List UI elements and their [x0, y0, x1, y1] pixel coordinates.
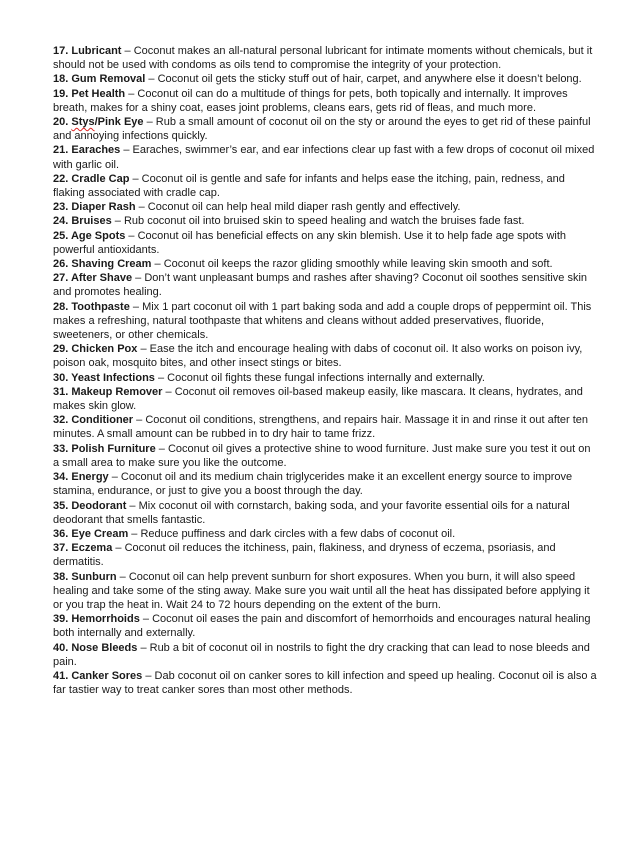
entry-term: 22. Cradle Cap — [53, 172, 130, 185]
entry-30: 30. Yeast Infections – Coconut oil fights these fungal infections internally and externally. — [53, 371, 485, 384]
entry-28: 28. Toothpaste – Mix 1 part coconut oil with 1 part baking soda and add a couple drops of peppermint oil. This makes a refreshing, natural toothpaste that whitens and cleans without added preservatives, fluoride, sweeteners, or other chemicals. — [53, 300, 592, 342]
entry-text: Coconut oil can do a multitude of things for pets, both topically and internally. It improves breath, makes for a shiny coat, eases joint problems, cleans ears, gets rid of fleas, and much more. — [53, 87, 568, 114]
entry-text: Rub coconut oil into bruised skin to speed healing and watch the bruises fade fast. — [123, 215, 525, 228]
entry-text: Coconut oil and its medium chain triglycerides make it an excellent energy source to improve stamina, endurance, or just to give you a boost through the day. — [53, 471, 573, 498]
entry-41: 41. Canker Sores – Dab coconut oil on canker sores to kill infection and speed up healing. Coconut oil is also a far tastier way to treat canker sores than most other methods. — [53, 669, 597, 697]
entry-text: Don’t want unpleasant bumps and rashes after shaving? Coconut oil soothes sensitive skin and promotes healing. — [53, 272, 588, 299]
entry-text: Coconut oil conditions, strengthens, and repairs hair. Massage it in and rinse it out after ten minutes. A small amount can be rubbed in to dry hair to tame frizz. — [53, 414, 589, 441]
entry-term: 24. Bruises — [53, 215, 112, 228]
entry-32: 32. Conditioner – Coconut oil conditions, strengthens, and repairs hair. Massage it in and rinse it out after ten minutes. A small amount can be rubbed in to dry hair to tame frizz. — [53, 414, 589, 441]
entry-22: 22. Cradle Cap – Coconut oil is gentle and safe for infants and helps ease the itching, pain, redness, and flaking associated with cradle cap. — [53, 172, 565, 200]
entry-text: Coconut makes an all-natural personal lubricant for intimate moments without chemicals, but it should not be used with condoms as oils tend to compromise the integrity of your protection. — [53, 45, 593, 72]
entry-term: 25. Age Spots — [53, 229, 126, 242]
entry-19: 19. Pet Health – Coconut oil can do a multitude of things for pets, both topically and internally. It improves breath, makes for a shiny coat, eases joint problems, cleans ears, gets rid of fleas, and much more. — [53, 87, 568, 114]
entry-text: Mix 1 part coconut oil with 1 part baking soda and add a couple drops of peppermint oil. This makes a refreshing, natural toothpaste that whitens and cleans without added preservatives, fluoride, sweeteners, or other chemicals. — [53, 300, 592, 342]
entry-text: Coconut oil fights these fungal infections internally and externally. — [167, 371, 485, 384]
entry-17: 17. Lubricant – Coconut makes an all-natural personal lubricant for intimate moments without chemicals, but it should not be used with condoms as oils tend to compromise the integrity of your protection. — [53, 45, 593, 72]
entry-text: Earaches, swimmer’s ear, and ear infections clear up fast with a few drops of coconut oil mixed with garlic oil. — [53, 144, 595, 171]
entry-24: 24. Bruises – Rub coconut oil into bruised skin to speed healing and watch the bruises fade fast. — [53, 215, 525, 228]
entry-text: Coconut oil gets the sticky stuff out of hair, carpet, and anywhere else it doesn’t belong. — [157, 73, 582, 86]
entry-39: 39. Hemorrhoids – Coconut oil eases the pain and discomfort of hemorrhoids and encourages natural healing both internally and externally. — [53, 613, 591, 640]
entry-text: Coconut oil can help heal mild diaper rash gently and effectively. — [147, 201, 461, 214]
spellcheck-underlined-word: Stys — [71, 116, 95, 129]
entry-25: 25. Age Spots – Coconut oil has beneficial effects on any skin blemish. Use it to help fade age spots with powerful antioxidants. — [53, 229, 567, 256]
entry-text: Rub a bit of coconut oil in nostrils to fight the dry cracking that can lead to nose bleeds and pain. — [53, 641, 590, 668]
entry-text: Dab coconut oil on canker sores to kill infection and speed up healing. Coconut oil is also a far tastier way to treat canker sores than most other methods. — [53, 669, 597, 697]
entry-26: 26. Shaving Cream – Coconut oil keeps the razor gliding smoothly while leaving skin smooth and soft. — [53, 258, 553, 271]
entry-term: 23. Diaper Rash — [53, 201, 136, 214]
entry-term: 31. Makeup Remover — [53, 385, 163, 398]
entry-term: 26. Shaving Cream — [53, 258, 152, 271]
entry-text: Coconut oil can help prevent sunburn for short exposures. When you burn, it will also speed healing and take some of the sting away. Make sure you wait until all the heat has dissipated before applying it or you trap the heat in. Wait 24 to 72 hours depending on the extent of the burn. — [53, 570, 590, 611]
entry-37: 37. Eczema – Coconut oil reduces the itchiness, pain, flakiness, and dryness of eczema, psoriasis, and dermatitis. — [53, 542, 556, 569]
entry-35: 35. Deodorant – Mix coconut oil with cornstarch, baking soda, and your favorite essential oils for a natural deodorant that smells fantastic. — [53, 499, 570, 526]
entry-33: 33. Polish Furniture – Coconut oil gives a protective shine to wood furniture. Just make sure you test it out on a small area to make sure you like the outcome. — [53, 442, 591, 469]
entry-term: 18. Gum Removal — [53, 73, 146, 86]
entry-29: 29. Chicken Pox – Ease the itch and encourage healing with dabs of coconut oil. It also works on poison ivy, poison oak, mosquito bites, and other insect stings or bites. — [53, 343, 583, 370]
entry-term: 34. Energy — [53, 471, 109, 484]
entry-text: Coconut oil eases the pain and discomfort of hemorrhoids and encourages natural healing both internally and externally. — [53, 613, 591, 640]
entry-term: 27. After Shave — [53, 272, 133, 285]
entry-text: Coconut oil reduces the itchiness, pain, flakiness, and dryness of eczema, psoriasis, and dermatitis. — [53, 542, 556, 569]
entry-23: 23. Diaper Rash – Coconut oil can help heal mild diaper rash gently and effectively. — [53, 201, 461, 214]
entry-term: 32. Conditioner — [53, 414, 134, 427]
entry-text: Reduce puffiness and dark circles with a few dabs of coconut oil. — [140, 527, 456, 540]
entry-term: 19. Pet Health — [53, 87, 126, 100]
entry-term: 41. Canker Sores — [53, 669, 143, 682]
entry-text: Coconut oil has beneficial effects on any skin blemish. Use it to help fade age spots with powerful antioxidants. — [53, 229, 567, 256]
entry-term: 37. Eczema — [53, 542, 113, 555]
entry-34: 34. Energy – Coconut oil and its medium chain triglycerides make it an excellent energy source to improve stamina, endurance, or just to give you a boost through the day. — [53, 471, 573, 498]
entry-31: 31. Makeup Remover – Coconut oil removes oil-based makeup easily, like mascara. It cleans, hydrates, and makes skin glow. — [53, 385, 583, 413]
entry-term: 33. Polish Furniture — [53, 442, 156, 455]
entry-text: Mix coconut oil with cornstarch, baking soda, and your favorite essential oils for a natural deodorant that smells fantastic. — [53, 499, 570, 526]
entry-18: 18. Gum Removal – Coconut oil gets the sticky stuff out of hair, carpet, and anywhere else it doesn’t belong. — [53, 73, 582, 86]
entry-term: 17. Lubricant — [53, 45, 122, 57]
entry-38: 38. Sunburn – Coconut oil can help prevent sunburn for short exposures. When you burn, it will also speed healing and take some of the sting away. Make sure you wait until all the heat has dissipated before applying it or you trap the heat in. Wait 24 to 72 hours depending on the extent of the burn. — [53, 570, 590, 611]
entry-text: Coconut oil is gentle and safe for infants and helps ease the itching, pain, redness, and flaking associated with cradle cap. — [53, 172, 565, 200]
entry-term: 21. Earaches — [53, 144, 121, 157]
entry-term: 29. Chicken Pox — [53, 343, 138, 356]
entry-27: 27. After Shave – Don’t want unpleasant bumps and rashes after shaving? Coconut oil soothes sensitive skin and promotes healing. — [53, 272, 588, 299]
entry-21: 21. Earaches – Earaches, swimmer’s ear, and ear infections clear up fast with a few drops of coconut oil mixed with garlic oil. — [53, 144, 595, 171]
entry-text: Coconut oil keeps the razor gliding smoothly while leaving skin smooth and soft. — [163, 258, 553, 271]
entry-text: Coconut oil removes oil-based makeup easily, like mascara. It cleans, hydrates, and makes skin glow. — [53, 385, 583, 413]
entry-term: 38. Sunburn — [53, 570, 117, 583]
entry-text: Coconut oil gives a protective shine to wood furniture. Just make sure you test it out on a small area to make sure you like the outcome. — [53, 442, 591, 469]
entry-term: 36. Eye Cream — [53, 527, 129, 540]
entry-term: 40. Nose Bleeds — [53, 641, 138, 654]
entry-40: 40. Nose Bleeds – Rub a bit of coconut oil in nostrils to fight the dry cracking that can lead to nose bleeds and pain. — [53, 641, 590, 668]
entry-20: 20. Stys/Pink Eye – Rub a small amount of coconut oil on the sty or around the eyes to get rid of these painful and annoying infections quickly. — [53, 116, 591, 143]
entry-term: 20. Stys/Pink Eye — [53, 116, 144, 129]
entry-term: 30. Yeast Infections — [53, 371, 155, 384]
entry-text: Rub a small amount of coconut oil on the sty or around the eyes to get rid of these painful and annoying infections quickly. — [53, 116, 591, 143]
entry-term: 35. Deodorant — [53, 499, 127, 512]
entry-term: 39. Hemorrhoids — [53, 613, 140, 626]
entry-text: Ease the itch and encourage healing with dabs of coconut oil. It also works on poison ivy, poison oak, mosquito bites, and other insect stings or bites. — [53, 343, 583, 370]
entry-term: 28. Toothpaste — [53, 300, 130, 313]
entry-36: 36. Eye Cream – Reduce puffiness and dark circles with a few dabs of coconut oil. — [53, 527, 456, 540]
